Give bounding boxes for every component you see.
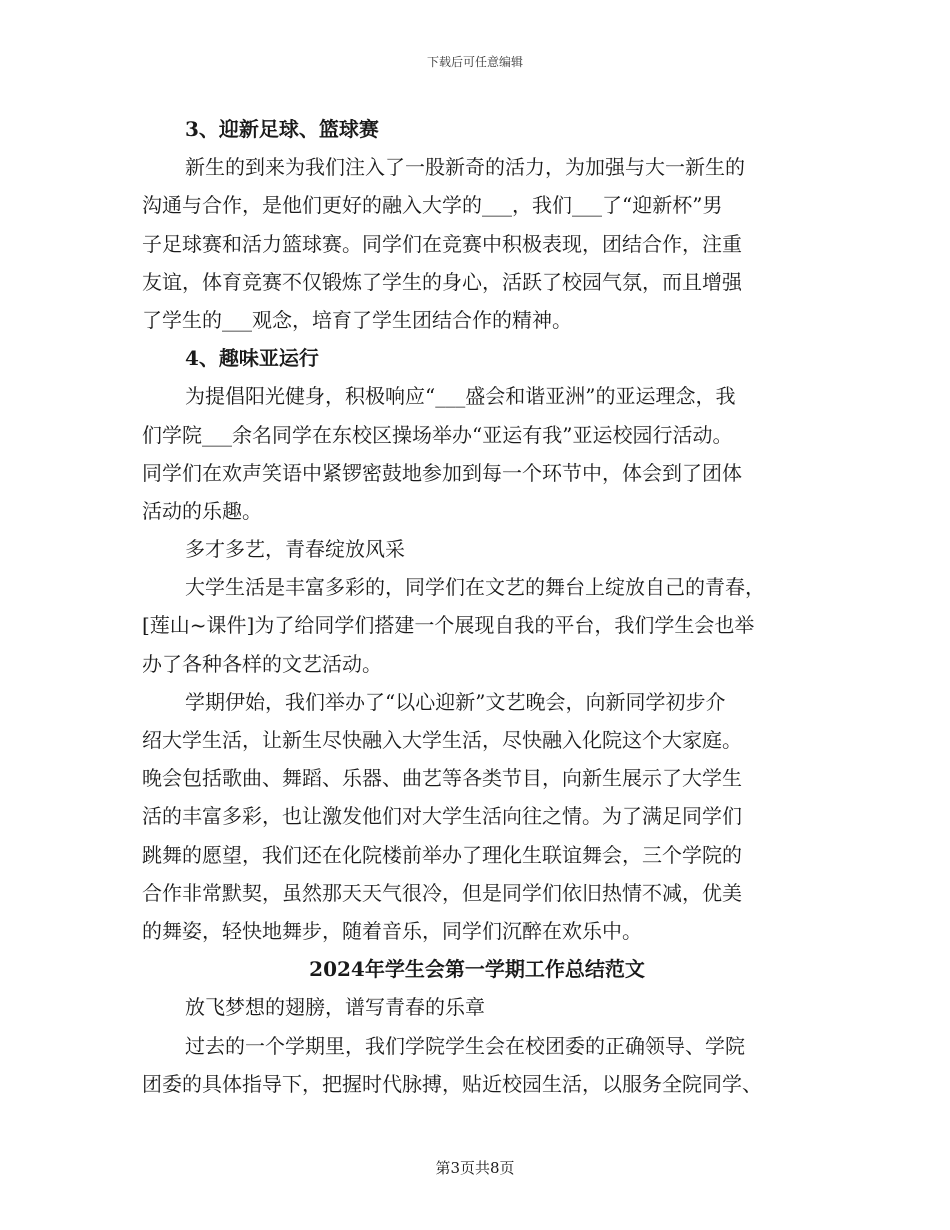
paragraph-line: 团委的具体指导下，把握时代脉搏，贴近校园生活，以服务全院同学、 <box>142 1071 762 1096</box>
paragraph-line: 为提倡阳光健身，积极响应“___盛会和谐亚洲”的亚运理念，我 <box>185 384 736 409</box>
paragraph-line: 们学院___余名同学在东校区操场举办“亚运有我”亚运校园行活动。 <box>142 422 733 447</box>
paragraph-line: 的舞姿，轻快地舞步，随着音乐，同学们沉醉在欢乐中。 <box>142 918 642 943</box>
paragraph-line: 办了各种各样的文艺活动。 <box>142 651 382 676</box>
paragraph-line: 大学生活是丰富多彩的，同学们在文艺的舞台上绽放自己的青春， <box>185 575 765 600</box>
page-number: 第3页共8页 <box>435 1159 515 1177</box>
paragraph-line: 友谊，体育竞赛不仅锻炼了学生的身心，活跃了校园气氛，而且增强 <box>142 269 742 294</box>
section-heading-3: 3、迎新足球、篮球赛 <box>185 117 379 141</box>
paragraph-line: 活动的乐趣。 <box>142 498 262 523</box>
document-title: 2024年学生会第一学期工作总结范文 <box>309 957 645 982</box>
paragraph-line: 绍大学生活，让新生尽快融入大学生活，尽快融入化院这个大家庭。 <box>142 728 742 752</box>
paragraph-line: [莲山~课件]为了给同学们搭建一个展现自我的平台，我们学生会也举 <box>142 613 755 638</box>
paragraph-line: 过去的一个学期里，我们学院学生会在校团委的正确领导、学院 <box>185 1033 745 1058</box>
subheading-line: 放飞梦想的翅膀，谱写青春的乐章 <box>185 995 485 1020</box>
paragraph-line: 子足球赛和活力篮球赛。同学们在竞赛中积极表现，团结合作，注重 <box>142 231 742 256</box>
document-body <box>142 110 812 1103</box>
paragraph-line: 新生的到来为我们注入了一股新奇的活力，为加强与大一新生的 <box>185 155 745 180</box>
paragraph-line: 跳舞的愿望，我们还在化院楼前举办了理化生联谊舞会，三个学院的 <box>142 842 742 867</box>
paragraph-line: 沟通与合作，是他们更好的融入大学的___，我们___了“迎新杯”男 <box>142 193 723 218</box>
subheading-line: 多才多艺，青春绽放风采 <box>185 537 405 562</box>
paragraph-line: 了学生的___观念，培育了学生团结合作的精神。 <box>142 307 572 332</box>
page-header: 下载后可任意编辑 <box>426 55 523 69</box>
section-heading-4: 4、趣味亚运行 <box>185 346 319 371</box>
paragraph-line: 晚会包括歌曲、舞蹈、乐器、曲艺等各类节目，向新生展示了大学生 <box>142 766 742 791</box>
paragraph-line: 合作非常默契，虽然那天天气很冷，但是同学们依旧热情不减，优美 <box>142 880 742 905</box>
paragraph-line: 学期伊始，我们举办了“以心迎新”文艺晚会，向新同学初步介 <box>185 689 726 714</box>
paragraph-line: 同学们在欢声笑语中紧锣密鼓地参加到每一个环节中，体会到了团体 <box>142 460 742 485</box>
paragraph-line: 活的丰富多彩，也让激发他们对大学生活向往之情。为了满足同学们 <box>142 804 742 829</box>
